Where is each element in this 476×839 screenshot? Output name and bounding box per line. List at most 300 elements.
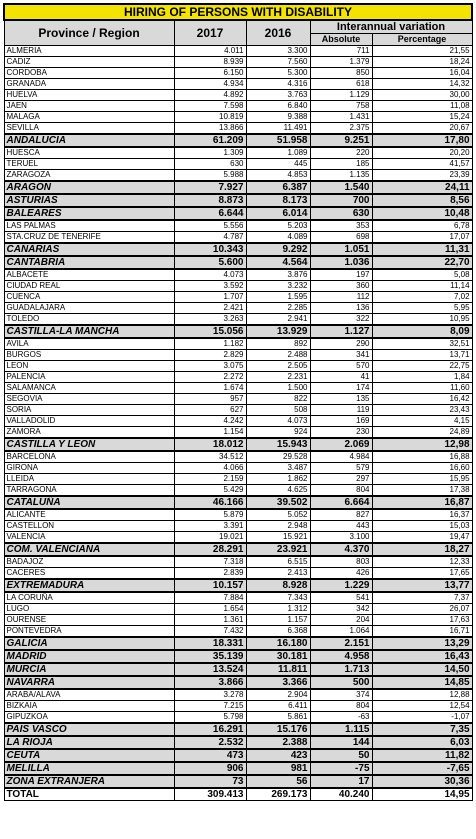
cell-absolute: 3.100 [310,532,372,544]
cell-name: ANDALUCIA [4,134,174,147]
cell-2017: 3.866 [174,676,246,689]
cell-absolute: 135 [310,394,372,405]
cell-percentage: 23,43 [372,405,472,416]
cell-percentage: 11,08 [372,101,472,112]
cell-percentage: 16,87 [372,496,472,509]
cell-2016: 13.929 [246,325,310,338]
cell-absolute: 850 [310,68,372,79]
region-row [4,723,472,736]
cell-2017: 4.892 [174,90,246,101]
cell-2016: 5.052 [246,509,310,521]
cell-name: CADIZ [4,57,174,68]
cell-absolute: 322 [310,314,372,326]
cell-absolute: 827 [310,509,372,521]
cell-2016: 51.958 [246,134,310,147]
cell-absolute: 169 [310,416,372,427]
cell-percentage: 15,03 [372,521,472,532]
cell-absolute: 2.375 [310,123,372,135]
province-row [4,232,472,244]
province-row [4,112,472,123]
cell-2016: 8.928 [246,579,310,592]
cell-name: VALENCIA [4,532,174,544]
cell-2017: 5.556 [174,220,246,232]
cell-2017: 1.674 [174,383,246,394]
cell-2016: 8.173 [246,194,310,207]
province-row [4,281,472,292]
province-row [4,394,472,405]
cell-name: BIZKAIA [4,701,174,712]
cell-percentage: 24,89 [372,427,472,439]
cell-2017: 3.391 [174,521,246,532]
cell-absolute: 185 [310,159,372,170]
cell-absolute: 1.064 [310,626,372,638]
cell-2016: 56 [246,775,310,788]
cell-percentage: 8,56 [372,194,472,207]
cell-name: CASTILLA-LA MANCHA [4,325,174,338]
region-row [4,243,472,256]
province-row [4,269,472,281]
cell-2016: 7.343 [246,592,310,604]
province-row [4,556,472,568]
cell-absolute: 297 [310,474,372,485]
cell-percentage: 14,85 [372,676,472,689]
cell-absolute: 1.127 [310,325,372,338]
cell-absolute: 41 [310,372,372,383]
year-2016-header: 2016 [246,20,310,46]
cell-name: ALBACETE [4,269,174,281]
cell-2016: 2.285 [246,303,310,314]
cell-2017: 3.075 [174,361,246,372]
cell-absolute: -75 [310,762,372,775]
cell-2017: 4.242 [174,416,246,427]
cell-name: SEVILLA [4,123,174,135]
province-row [4,314,472,326]
cell-percentage: 13,29 [372,637,472,650]
cell-name: CUENCA [4,292,174,303]
cell-name: BARCELONA [4,451,174,463]
cell-percentage: 19,47 [372,532,472,544]
cell-name: LLEIDA [4,474,174,485]
cell-2017: 1.309 [174,147,246,159]
province-row [4,532,472,544]
cell-2017: 2.532 [174,736,246,749]
cell-percentage: 14,50 [372,663,472,676]
cell-percentage: 41,57 [372,159,472,170]
cell-name: CASTILLA Y LEON [4,438,174,451]
cell-absolute: 711 [310,46,372,57]
region-row [4,134,472,147]
cell-absolute: 803 [310,556,372,568]
cell-2017: 5.879 [174,509,246,521]
cell-2017: 4.787 [174,232,246,244]
cell-2017: 18.012 [174,438,246,451]
region-row [4,676,472,689]
cell-name: TOLEDO [4,314,174,326]
province-row [4,350,472,361]
cell-absolute: 4.958 [310,650,372,663]
cell-2017: 630 [174,159,246,170]
region-row [4,496,472,509]
hiring-table [3,3,473,801]
cell-2016: 6.014 [246,207,310,220]
cell-2016: 423 [246,749,310,762]
cell-absolute: 360 [310,281,372,292]
cell-name: PALENCIA [4,372,174,383]
cell-absolute: 50 [310,749,372,762]
cell-2017: 3.263 [174,314,246,326]
cell-2017: 5.600 [174,256,246,269]
province-row [4,147,472,159]
cell-absolute: 1.115 [310,723,372,736]
cell-name: MELILLA [4,762,174,775]
cell-name: ZONA EXTRANJERA [4,775,174,788]
cell-name: CANTABRIA [4,256,174,269]
cell-percentage: 16,37 [372,509,472,521]
cell-2016: 39.502 [246,496,310,509]
cell-absolute: 17 [310,775,372,788]
cell-absolute: 804 [310,485,372,497]
region-row [4,762,472,775]
cell-name: CEUTA [4,749,174,762]
province-row [4,509,472,521]
cell-percentage: 17,65 [372,568,472,580]
cell-2017: 627 [174,405,246,416]
cell-absolute: 1.051 [310,243,372,256]
cell-absolute: 174 [310,383,372,394]
cell-2017: 35.139 [174,650,246,663]
cell-absolute: 4.984 [310,451,372,463]
cell-percentage: 14,32 [372,79,472,90]
cell-2017: 10.157 [174,579,246,592]
province-row [4,427,472,439]
cell-percentage: 10,95 [372,314,472,326]
cell-2017: 6.644 [174,207,246,220]
cell-percentage: 16,88 [372,451,472,463]
province-row [4,592,472,604]
cell-2017: 7.432 [174,626,246,638]
province-row [4,79,472,90]
cell-absolute: 290 [310,338,372,350]
cell-2017: 3.592 [174,281,246,292]
cell-2017: 8.873 [174,194,246,207]
province-row [4,170,472,182]
cell-2016: 892 [246,338,310,350]
cell-2017: 309.413 [174,788,246,801]
cell-name: CACERES [4,568,174,580]
cell-name: AVILA [4,338,174,350]
cell-percentage: 20,67 [372,123,472,135]
cell-percentage: 22,75 [372,361,472,372]
cell-2016: 4.853 [246,170,310,182]
cell-name: ALMERIA [4,46,174,57]
cell-2016: 3.300 [246,46,310,57]
region-row [4,256,472,269]
cell-name: SEGOVIA [4,394,174,405]
cell-percentage: 16,71 [372,626,472,638]
cell-2016: 2.904 [246,689,310,701]
region-row [4,194,472,207]
cell-2016: 7.560 [246,57,310,68]
cell-2016: 822 [246,394,310,405]
cell-2016: 2.488 [246,350,310,361]
cell-2016: 981 [246,762,310,775]
cell-name: TOTAL [4,788,174,801]
cell-name: BALEARES [4,207,174,220]
province-row [4,303,472,314]
cell-absolute: 197 [310,269,372,281]
cell-percentage: 15,95 [372,474,472,485]
cell-percentage: 7,35 [372,723,472,736]
province-row [4,712,472,724]
cell-absolute: 1.135 [310,170,372,182]
cell-2017: 13.866 [174,123,246,135]
cell-absolute: 9.251 [310,134,372,147]
cell-2016: 2.388 [246,736,310,749]
cell-percentage: 4,15 [372,416,472,427]
cell-name: CATALUÑA [4,496,174,509]
cell-2017: 7.318 [174,556,246,568]
cell-name: SORIA [4,405,174,416]
cell-percentage: 23,39 [372,170,472,182]
cell-2017: 13.524 [174,663,246,676]
cell-absolute: 1.036 [310,256,372,269]
cell-name: CIUDAD REAL [4,281,174,292]
cell-name: MALAGA [4,112,174,123]
cell-2016: 11.491 [246,123,310,135]
cell-name: HUESCA [4,147,174,159]
province-row [4,416,472,427]
province-row [4,338,472,350]
cell-absolute: 500 [310,676,372,689]
cell-name: PONTEVEDRA [4,626,174,638]
percentage-header: Percentage [372,34,472,46]
province-row [4,451,472,463]
province-row [4,383,472,394]
cell-absolute: 220 [310,147,372,159]
cell-2017: 2.829 [174,350,246,361]
cell-percentage: 13,71 [372,350,472,361]
cell-2017: 61.209 [174,134,246,147]
cell-name: HUELVA [4,90,174,101]
cell-percentage: 20,20 [372,147,472,159]
cell-2017: 10.819 [174,112,246,123]
province-row [4,474,472,485]
cell-absolute: 6.664 [310,496,372,509]
cell-name: TERUEL [4,159,174,170]
cell-name: ZARAGOZA [4,170,174,182]
cell-percentage: 16,42 [372,394,472,405]
cell-percentage: 7,02 [372,292,472,303]
year-2017-header: 2017 [174,20,246,46]
cell-percentage: 10,48 [372,207,472,220]
cell-2017: 1.654 [174,604,246,615]
cell-2016: 2.505 [246,361,310,372]
region-row [4,663,472,676]
cell-2017: 19.021 [174,532,246,544]
cell-name: LUGO [4,604,174,615]
cell-2017: 4.073 [174,269,246,281]
cell-percentage: -1,07 [372,712,472,724]
cell-percentage: 5,95 [372,303,472,314]
cell-name: PAIS VASCO [4,723,174,736]
cell-2016: 508 [246,405,310,416]
cell-name: MURCIA [4,663,174,676]
cell-2017: 4.066 [174,463,246,474]
cell-absolute: 1.540 [310,181,372,194]
cell-2017: 2.159 [174,474,246,485]
cell-2017: 28.291 [174,543,246,556]
cell-2016: 4.564 [246,256,310,269]
cell-2016: 924 [246,427,310,439]
region-row [4,207,472,220]
cell-absolute: 353 [310,220,372,232]
cell-absolute: 758 [310,101,372,112]
cell-2017: 46.166 [174,496,246,509]
cell-2016: 2.231 [246,372,310,383]
cell-2016: 3.763 [246,90,310,101]
cell-absolute: 1.713 [310,663,372,676]
cell-2016: 6.387 [246,181,310,194]
region-row [4,637,472,650]
cell-2016: 16.180 [246,637,310,650]
cell-name: COM. VALENCIANA [4,543,174,556]
province-row [4,46,472,57]
cell-name: SALAMANCA [4,383,174,394]
cell-absolute: 374 [310,689,372,701]
cell-2016: 1.157 [246,615,310,626]
province-row [4,405,472,416]
region-row [4,325,472,338]
cell-2016: 11.811 [246,663,310,676]
cell-percentage: -7,65 [372,762,472,775]
header-row [4,20,472,34]
cell-2016: 15.943 [246,438,310,451]
cell-absolute: 2.069 [310,438,372,451]
cell-2017: 1.182 [174,338,246,350]
cell-percentage: 17,80 [372,134,472,147]
cell-2016: 269.173 [246,788,310,801]
cell-2017: 7.927 [174,181,246,194]
cell-percentage: 7,37 [372,592,472,604]
cell-name: OURENSE [4,615,174,626]
province-row [4,463,472,474]
cell-2016: 5.300 [246,68,310,79]
cell-percentage: 1,84 [372,372,472,383]
cell-2016: 2.413 [246,568,310,580]
cell-name: VALLADOLID [4,416,174,427]
cell-2016: 4.073 [246,416,310,427]
cell-percentage: 13,77 [372,579,472,592]
cell-name: GUADALAJARA [4,303,174,314]
province-row [4,292,472,303]
cell-2016: 29.528 [246,451,310,463]
cell-2016: 23.921 [246,543,310,556]
region-row [4,543,472,556]
cell-absolute: 40.240 [310,788,372,801]
cell-2016: 3.232 [246,281,310,292]
cell-2017: 1.154 [174,427,246,439]
cell-name: TARRAGONA [4,485,174,497]
cell-2017: 34.512 [174,451,246,463]
cell-2017: 5.429 [174,485,246,497]
cell-2017: 5.798 [174,712,246,724]
cell-2016: 4.089 [246,232,310,244]
cell-2017: 18.331 [174,637,246,650]
variation-header: Interannual variation [310,20,472,34]
cell-2017: 1.707 [174,292,246,303]
cell-percentage: 11,14 [372,281,472,292]
cell-2016: 6.411 [246,701,310,712]
title-row [4,4,472,20]
cell-2017: 4.934 [174,79,246,90]
cell-name: EXTREMADURA [4,579,174,592]
region-row [4,181,472,194]
cell-2016: 5.203 [246,220,310,232]
cell-absolute: 630 [310,207,372,220]
province-row [4,701,472,712]
cell-percentage: 16,60 [372,463,472,474]
province-row [4,626,472,638]
cell-absolute: 443 [310,521,372,532]
province-row [4,372,472,383]
cell-absolute: 144 [310,736,372,749]
cell-percentage: 15,24 [372,112,472,123]
cell-absolute: 698 [310,232,372,244]
province-row [4,57,472,68]
cell-name: STA.CRUZ DE TENERIFE [4,232,174,244]
cell-2016: 15.176 [246,723,310,736]
region-row [4,749,472,762]
cell-absolute: 2.151 [310,637,372,650]
cell-2016: 1.500 [246,383,310,394]
cell-percentage: 18,27 [372,543,472,556]
region-row [4,438,472,451]
cell-2016: 6.515 [246,556,310,568]
cell-percentage: 6,78 [372,220,472,232]
cell-2016: 4.316 [246,79,310,90]
region-row [4,736,472,749]
cell-2016: 6.840 [246,101,310,112]
cell-absolute: 136 [310,303,372,314]
cell-percentage: 16,43 [372,650,472,663]
cell-2017: 6.150 [174,68,246,79]
cell-absolute: 1.229 [310,579,372,592]
cell-2017: 7.884 [174,592,246,604]
cell-absolute: 342 [310,604,372,615]
cell-absolute: 700 [310,194,372,207]
cell-2017: 957 [174,394,246,405]
cell-2016: 445 [246,159,310,170]
cell-name: BADAJOZ [4,556,174,568]
cell-name: ARAGON [4,181,174,194]
cell-2017: 7.215 [174,701,246,712]
cell-2017: 3.278 [174,689,246,701]
cell-2016: 4.625 [246,485,310,497]
cell-percentage: 14,95 [372,788,472,801]
province-row [4,361,472,372]
cell-percentage: 12,98 [372,438,472,451]
cell-absolute: 618 [310,79,372,90]
cell-2016: 3.487 [246,463,310,474]
cell-2016: 9.292 [246,243,310,256]
cell-percentage: 32,51 [372,338,472,350]
cell-name: NAVARRA [4,676,174,689]
cell-name: CANARIAS [4,243,174,256]
cell-2017: 15.056 [174,325,246,338]
cell-2017: 7.598 [174,101,246,112]
cell-2016: 2.948 [246,521,310,532]
cell-absolute: 541 [310,592,372,604]
